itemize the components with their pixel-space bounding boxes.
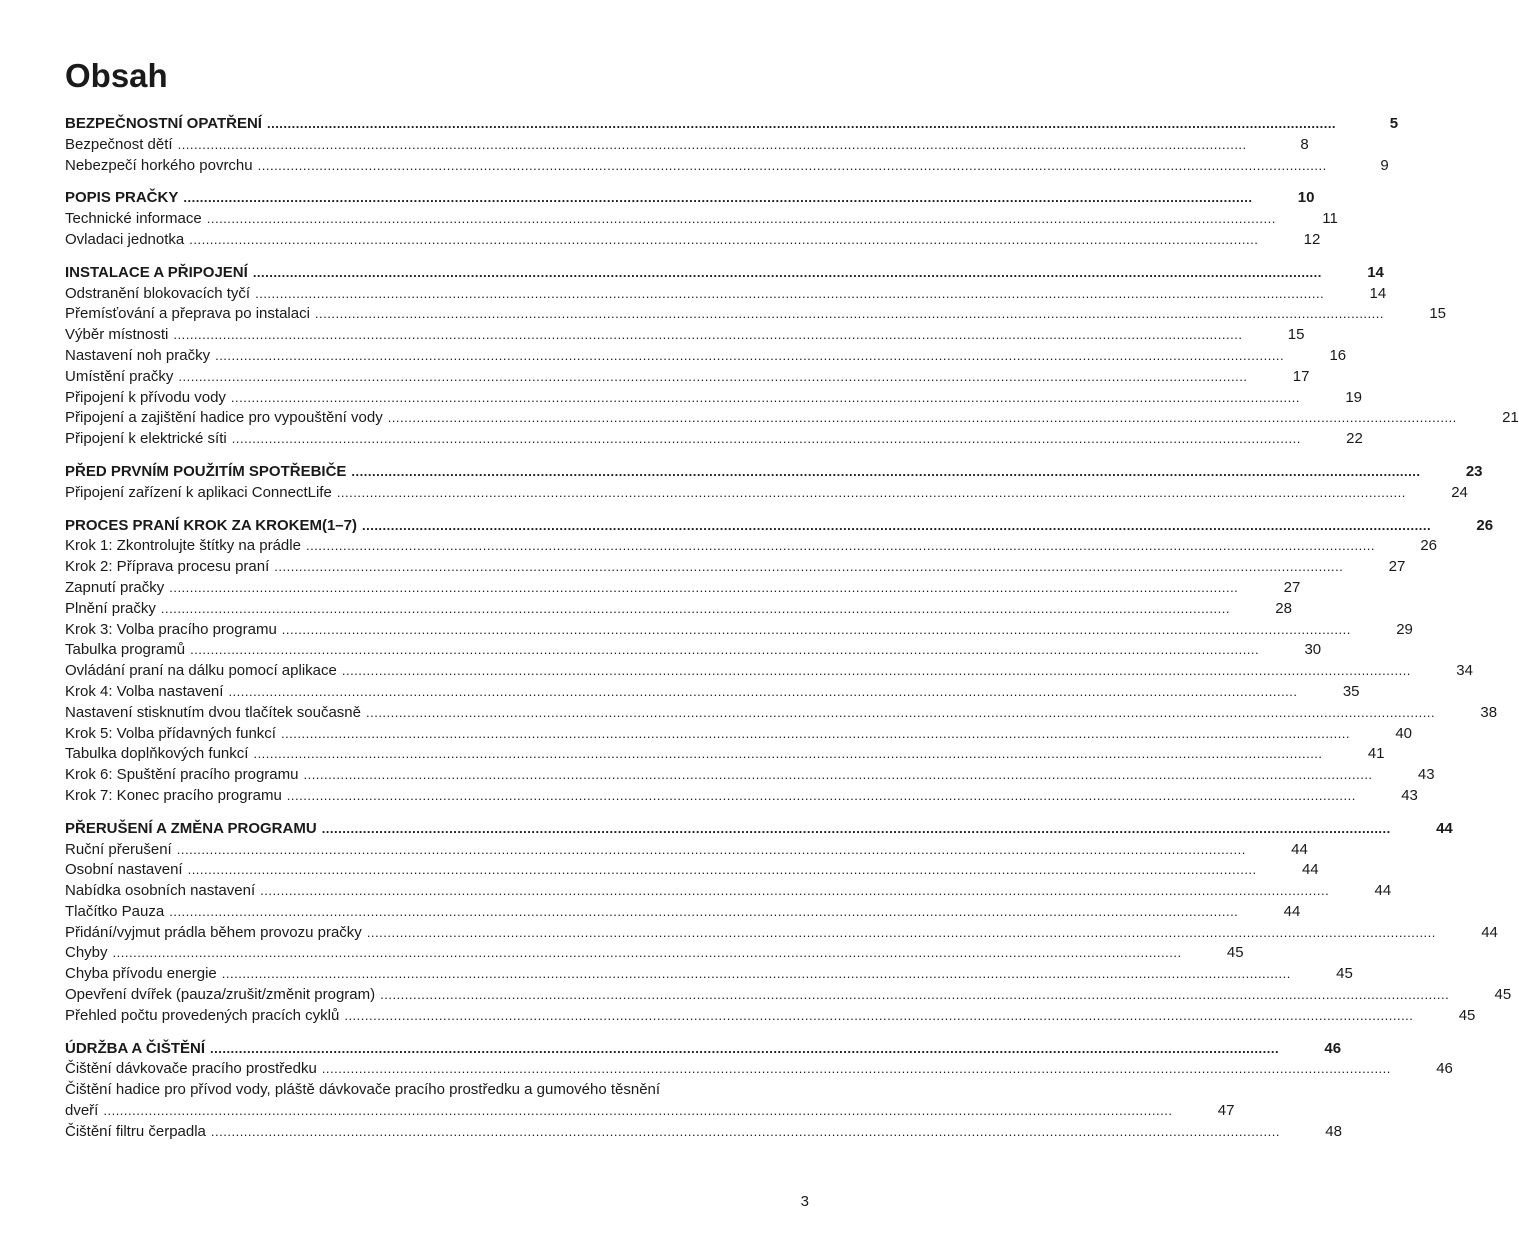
toc-page-number: 41	[1367, 745, 1385, 763]
toc-entry[interactable]	[65, 881, 1392, 902]
toc-page-number: 44	[1436, 819, 1453, 837]
toc-entry[interactable]	[65, 483, 1468, 504]
toc-entry[interactable]	[65, 135, 1309, 156]
dot-leader	[315, 304, 1384, 325]
toc-entry[interactable]	[65, 304, 1446, 325]
dot-leader	[222, 964, 1291, 985]
toc-page-number: 28	[1275, 599, 1292, 617]
toc-entry-title: POPIS PRAČKY	[65, 189, 179, 207]
toc-page-number: 10	[1297, 189, 1315, 207]
dot-leader	[232, 429, 1301, 450]
dot-leader	[322, 819, 1391, 840]
dot-leader	[362, 516, 1431, 537]
dot-leader	[255, 284, 1324, 305]
toc-entry-title: Ovládání praní na dálku pomocí aplikace	[65, 662, 337, 680]
toc-entry-title: Tlačítko Pauza	[65, 902, 165, 920]
dot-leader	[178, 135, 1247, 156]
toc-page-number: 47	[1217, 1102, 1235, 1120]
dot-leader	[344, 1006, 1413, 1027]
dot-leader	[367, 923, 1436, 944]
toc-entry[interactable]	[65, 536, 1438, 557]
toc-entry[interactable]	[65, 284, 1387, 305]
dot-leader	[177, 840, 1246, 861]
toc-entry-title: Osobní nastavení	[65, 861, 183, 879]
toc-page-number: 15	[1429, 305, 1446, 323]
toc-page-number: 46	[1436, 1060, 1453, 1078]
toc-entry-title: Tabulka programů	[65, 641, 186, 659]
toc-entry-title: Krok 6: Spuštění pracího programu	[65, 766, 299, 784]
toc-entry[interactable]	[65, 640, 1322, 661]
toc-entry-title: Chyba přívodu energie	[65, 965, 217, 983]
toc-entry[interactable]	[65, 943, 1244, 964]
toc-entry-title: Připojení k přívodu vody	[65, 388, 226, 406]
dot-leader	[260, 881, 1329, 902]
toc-page-number: 23	[1465, 462, 1483, 480]
toc-entry-title: Krok 4: Volba nastavení	[65, 682, 224, 700]
toc-entry[interactable]	[65, 765, 1435, 786]
toc-entry[interactable]	[65, 786, 1418, 807]
toc-entry[interactable]	[65, 578, 1301, 599]
toc-entry-title: Čištění hadice pro přívod vody, pláště dávkovače pracího prostředku a gumového těsnění	[65, 1081, 661, 1099]
dot-leader	[210, 1039, 1279, 1060]
toc-entry[interactable]	[65, 1059, 1453, 1080]
toc-page-number: 24	[1451, 483, 1468, 501]
toc-page-number: 35	[1342, 682, 1360, 700]
toc-page-number: 44	[1374, 882, 1392, 900]
toc-entry-title: Ruční přerušení	[65, 840, 172, 858]
toc-entry[interactable]	[65, 429, 1363, 450]
toc-entry[interactable]	[65, 840, 1308, 861]
dot-leader	[173, 325, 1242, 346]
toc-entry-title: Krok 5: Volba přídavných funkcí	[65, 724, 276, 742]
toc-page-number: 26	[1420, 537, 1438, 555]
toc-entry-title: Krok 1: Zkontrolujte štítky na prádle	[65, 537, 301, 555]
dot-leader	[215, 346, 1284, 367]
toc-page-number: 9	[1380, 156, 1389, 174]
toc-page-number: 19	[1345, 388, 1362, 406]
toc-page-number: 30	[1304, 641, 1322, 659]
dot-leader	[337, 483, 1406, 504]
toc-entry-title: Ovladaci jednotka	[65, 230, 185, 248]
toc-entry-title: BEZPEČNOSTNÍ OPATŘENÍ	[65, 115, 262, 132]
toc-page-number: 43	[1401, 786, 1418, 804]
dot-leader	[274, 557, 1343, 578]
toc-entry[interactable]	[65, 661, 1473, 682]
toc-entry[interactable]	[65, 230, 1321, 251]
toc-entry[interactable]	[65, 325, 1305, 346]
toc-entry-title: Čištění dávkovače pracího prostředku	[65, 1060, 317, 1078]
dot-leader	[322, 1059, 1391, 1080]
dot-leader	[103, 1101, 1172, 1122]
toc-entry-title: ÚDRŽBA A ČIŠTĚNÍ	[65, 1039, 205, 1057]
toc-entry[interactable]	[65, 367, 1310, 388]
toc-page-number: 8	[1300, 135, 1309, 153]
dot-leader	[113, 943, 1182, 964]
toc-entry-title: Připojení zařízení k aplikaci ConnectLife	[65, 483, 332, 501]
toc-page-number: 17	[1292, 367, 1310, 385]
toc-page-number: 44	[1291, 840, 1308, 858]
dot-leader	[169, 902, 1238, 923]
toc-entry[interactable]	[65, 1122, 1342, 1143]
toc-page-number: 5	[1389, 115, 1399, 132]
dot-leader	[380, 985, 1449, 1006]
toc-entry-title: PROCES PRANÍ KROK ZA KROKEM(1–7)	[65, 516, 357, 534]
toc-entry-title: Krok 3: Volba pracího programu	[65, 620, 277, 638]
toc-section	[65, 516, 1498, 807]
dot-leader	[267, 114, 1336, 135]
toc-entry[interactable]	[65, 346, 1347, 367]
toc-entry[interactable]	[65, 724, 1413, 745]
dot-leader	[169, 578, 1238, 599]
toc-page-number: 46	[1324, 1039, 1342, 1057]
toc-entry-title: Bezpečnost dětí	[65, 135, 173, 153]
toc-section	[65, 188, 1338, 250]
toc-page-number: 45	[1494, 986, 1512, 1004]
toc-entry-title: INSTALACE A PŘIPOJENÍ	[65, 263, 248, 281]
toc-section	[65, 1039, 1453, 1143]
toc-entry[interactable]	[65, 408, 1519, 429]
toc-heading[interactable]	[65, 462, 1483, 483]
toc-page-number: 21	[1502, 409, 1519, 427]
toc-heading[interactable]	[65, 263, 1384, 284]
toc-entry[interactable]	[65, 703, 1498, 724]
dot-leader	[207, 209, 1276, 230]
toc-page-number: 45	[1336, 965, 1353, 983]
toc-entry[interactable]	[65, 682, 1360, 703]
toc-page-number: 34	[1456, 662, 1473, 680]
toc-page-number: 22	[1346, 430, 1363, 448]
toc-entry-title: Krok 7: Konec pracího programu	[65, 786, 282, 804]
table-of-contents	[65, 114, 1519, 1155]
toc-entry[interactable]	[65, 860, 1319, 881]
toc-page-number: 12	[1303, 230, 1321, 248]
toc-page-number: 15	[1287, 326, 1305, 344]
dot-leader	[253, 744, 1322, 765]
toc-page-number: 38	[1480, 703, 1498, 721]
toc-entry-title: Odstranění blokovacích tyčí	[65, 284, 251, 302]
toc-entry-title: Nebezpečí horkého povrchu	[65, 156, 253, 174]
dot-leader	[183, 188, 1252, 209]
toc-entry-title: Opevření dvířek (pauza/zrušit/změnit program)	[65, 986, 376, 1004]
toc-section	[65, 462, 1483, 504]
toc-page-number: 43	[1417, 766, 1435, 784]
toc-page-number: 27	[1283, 578, 1301, 596]
dot-leader	[281, 724, 1350, 745]
toc-entry-title: Připojení k elektrické síti	[65, 430, 227, 448]
toc-entry-title: Technické informace	[65, 210, 202, 228]
toc-page-number: 29	[1396, 620, 1413, 638]
dot-leader	[211, 1122, 1280, 1143]
toc-heading[interactable]	[65, 516, 1494, 537]
toc-entry[interactable]	[65, 557, 1406, 578]
dot-leader	[178, 367, 1247, 388]
toc-page-number: 45	[1458, 1006, 1476, 1024]
dot-leader	[253, 263, 1322, 284]
toc-entry-title: Přehled počtu provedených pracích cyklů	[65, 1006, 340, 1024]
toc-entry[interactable]	[65, 599, 1292, 620]
toc-entry-title: Umístění pračky	[65, 367, 174, 385]
toc-entry-title: Přemísťování a přeprava po instalaci	[65, 305, 310, 323]
toc-entry-title: Nastavení stisknutím dvou tlačítek současně	[65, 703, 361, 721]
toc-section	[65, 114, 1399, 176]
toc-heading[interactable]	[65, 114, 1399, 135]
toc-entry-title: Chyby	[65, 944, 108, 962]
toc-page-number: 44	[1283, 902, 1301, 920]
toc-entry-title: Nabídka osobních nastavení	[65, 882, 256, 900]
dot-leader	[161, 599, 1230, 620]
toc-entry[interactable]	[65, 744, 1385, 765]
toc-entry-title: Přidání/vyjmut prádla během provozu pračky	[65, 923, 362, 941]
toc-entry-continuation	[65, 1101, 1235, 1122]
page-title: Obsah	[65, 57, 168, 94]
toc-heading[interactable]	[65, 188, 1315, 209]
toc-entry-title-continuation: dveří	[65, 1102, 99, 1120]
toc-page-number: 11	[1322, 210, 1338, 228]
toc-entry-title: Krok 2: Příprava procesu praní	[65, 558, 270, 576]
toc-entry[interactable]	[65, 388, 1362, 409]
toc-page-number: 16	[1329, 346, 1347, 364]
dot-leader	[231, 388, 1300, 409]
toc-page-number: 40	[1395, 724, 1413, 742]
dot-leader	[188, 860, 1257, 881]
dot-leader	[282, 620, 1351, 641]
toc-page-number: 14	[1367, 263, 1384, 281]
toc-page-number: 26	[1476, 516, 1494, 534]
toc-heading[interactable]	[65, 819, 1453, 840]
toc-entry-title: Připojení a zajištění hadice pro vypouštění vody	[65, 409, 383, 427]
toc-entry-title: Výběr místnosti	[65, 326, 169, 344]
toc-entry[interactable]	[65, 1006, 1476, 1027]
toc-section	[65, 819, 1512, 1027]
toc-entry-title: Nastavení noh pračky	[65, 346, 211, 364]
toc-entry[interactable]	[65, 964, 1353, 985]
toc-entry[interactable]	[65, 985, 1512, 1006]
dot-leader	[388, 408, 1457, 429]
dot-leader	[303, 765, 1372, 786]
toc-entry-multiline[interactable]	[65, 1080, 1235, 1122]
toc-entry-title: Plnění pračky	[65, 599, 156, 617]
dot-leader	[351, 462, 1420, 483]
dot-leader	[287, 786, 1356, 807]
dot-leader	[189, 230, 1258, 251]
toc-entry[interactable]	[65, 902, 1301, 923]
dot-leader	[228, 682, 1297, 703]
toc-page-number: 27	[1388, 558, 1406, 576]
page-number: 3	[800, 1193, 809, 1210]
toc-entry[interactable]	[65, 923, 1498, 944]
toc-page-number: 44	[1301, 861, 1319, 879]
toc-entry-title: Tabulka doplňkových funkcí	[65, 745, 249, 763]
toc-entry[interactable]	[65, 620, 1413, 641]
toc-entry[interactable]	[65, 156, 1389, 177]
toc-page-number: 14	[1369, 284, 1387, 302]
toc-page-number: 45	[1226, 944, 1244, 962]
dot-leader	[366, 703, 1435, 724]
toc-entry-title: PŘED PRVNÍM POUŽITÍM SPOTŘEBIČE	[65, 462, 347, 480]
toc-heading[interactable]	[65, 1039, 1342, 1060]
toc-entry-title: Zapnutí pračky	[65, 578, 165, 596]
toc-section	[65, 263, 1519, 450]
dot-leader	[306, 536, 1375, 557]
dot-leader	[190, 640, 1259, 661]
toc-entry[interactable]	[65, 209, 1338, 230]
dot-leader	[342, 661, 1411, 682]
toc-page-number: 48	[1325, 1122, 1342, 1140]
toc-entry-title: PŘERUŠENÍ A ZMĚNA PROGRAMU	[65, 819, 317, 837]
dot-leader	[258, 156, 1327, 177]
toc-entry-title: Čištění filtru čerpadla	[65, 1122, 206, 1140]
toc-page-number: 44	[1481, 923, 1498, 941]
